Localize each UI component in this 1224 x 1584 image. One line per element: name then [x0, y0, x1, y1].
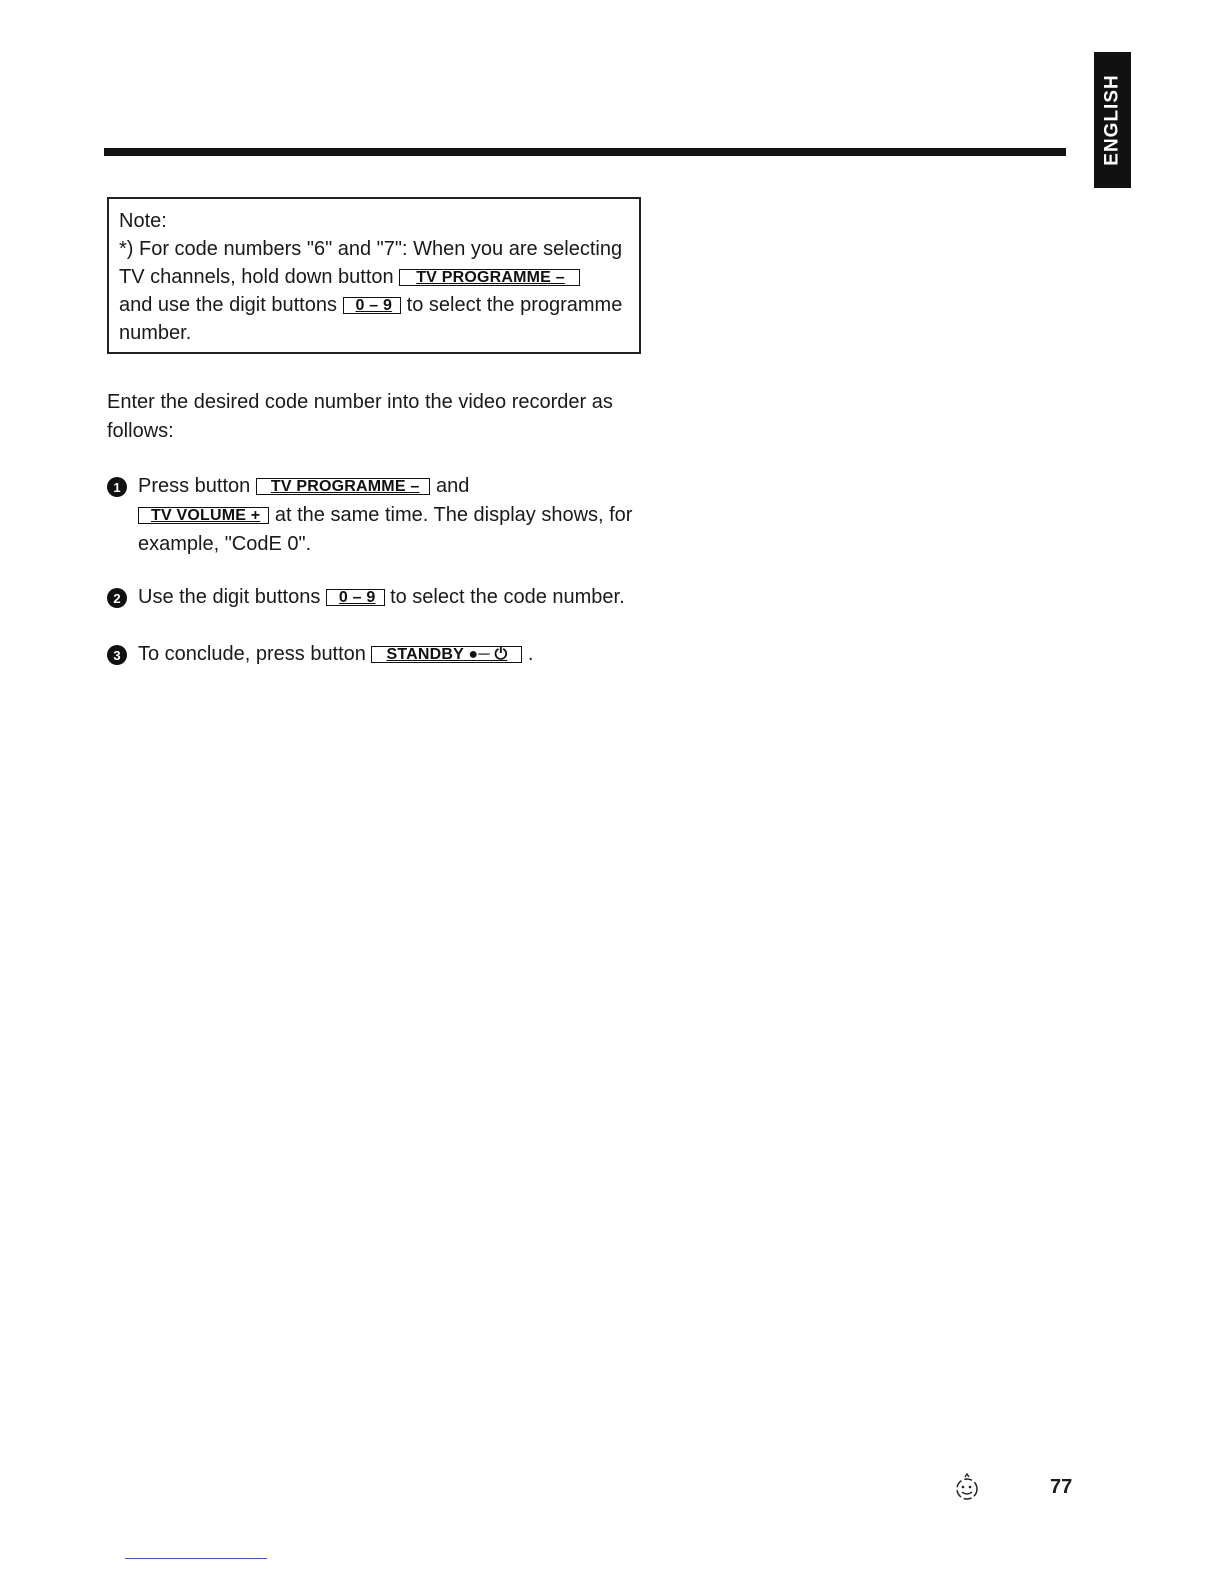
footer-rule	[125, 1558, 267, 1559]
step-number-badge: 3	[107, 645, 127, 665]
tv-programme-minus-key: TV PROGRAMME –	[256, 478, 431, 495]
power-icon: ⏻	[494, 646, 508, 663]
note-line-3: and use the digit buttons 0 – 9 to select the programme	[119, 294, 623, 316]
digit-keys: 0 – 9	[343, 297, 402, 314]
note-line-4: number.	[119, 322, 192, 344]
step-3: 3 To conclude, press button STANDBY ●─ ⏻ .	[107, 640, 667, 669]
step-1: 1 Press button TV PROGRAMME – and TV VOLUME + at the same time. The display shows, for example, "CodE 0".	[107, 472, 667, 559]
key-icon: ●─	[468, 646, 490, 663]
tv-programme-minus-key: TV PROGRAMME –	[399, 269, 580, 286]
recycle-icon	[952, 1473, 982, 1503]
page-number: 77	[1050, 1476, 1073, 1498]
language-tab-label: ENGLISH	[1101, 74, 1123, 166]
note-line-1: *) For code numbers "6" and "7": When you are selecting	[119, 238, 623, 260]
header-rule	[104, 148, 1066, 156]
intro-paragraph: Enter the desired code number into the video recorder as follows:	[107, 391, 613, 442]
tv-volume-plus-key: TV VOLUME +	[138, 507, 269, 524]
note-title: Note:	[119, 210, 167, 232]
note-box	[107, 197, 641, 354]
step-number-badge: 2	[107, 588, 127, 608]
digit-keys: 0 – 9	[326, 589, 385, 606]
note-line-2: TV channels, hold down button TV PROGRAMME –	[119, 263, 629, 291]
step-number-badge: 1	[107, 477, 127, 497]
step-2: 2 Use the digit buttons 0 – 9 to select the code number.	[107, 583, 667, 612]
standby-key: STANDBY ●─ ⏻	[371, 646, 522, 663]
language-tab	[1094, 52, 1131, 188]
